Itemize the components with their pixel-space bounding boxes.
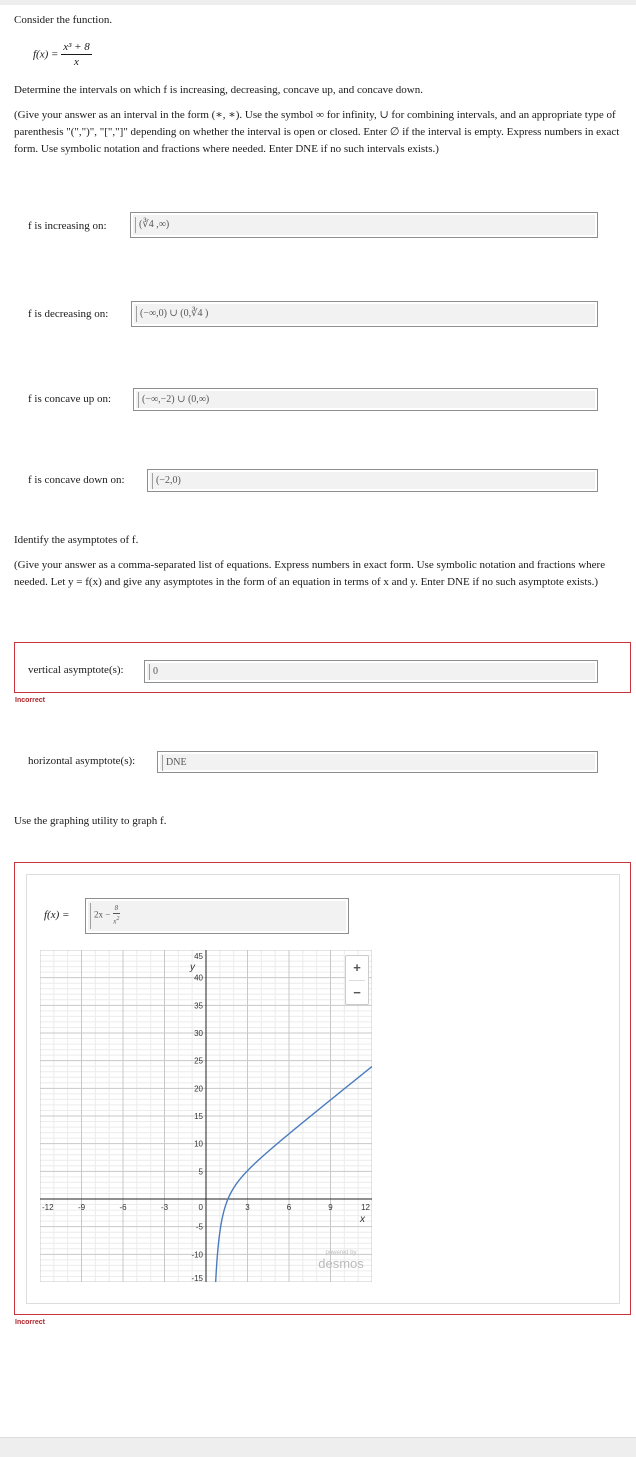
horizontal-asymptote-input[interactable] [157, 751, 598, 773]
asymptotes-instructions: (Give your answer as a comma-separated list of equations. Express numbers in exact form. Use symbolic notation and fractions where needed. Let y = f(x) and give any asymptotes in the form of an equation in terms of x and y. Enter DNE if no such asymptote exists.) [14, 559, 606, 588]
decreasing-value: (−∞,0) ∪ (0,∛4 ) [136, 306, 211, 322]
y-axis-name: y [190, 962, 195, 973]
x-tick-label: -3 [160, 1203, 169, 1212]
concave-up-input[interactable] [133, 388, 598, 411]
x-tick-label: 6 [286, 1203, 292, 1212]
decreasing-input[interactable] [131, 301, 598, 327]
graph-function-label: f(x) = [44, 909, 70, 921]
graph-expression-den-exponent: 2 [116, 916, 120, 922]
graph-canvas[interactable] [40, 950, 372, 1282]
graph-expression-main: 2x − [94, 909, 111, 920]
concave-up-label: f is concave up on: [28, 393, 112, 405]
graph-expression-denominator [113, 914, 121, 926]
bottom-bar [0, 1437, 636, 1457]
y-tick-label: 25 [194, 1056, 203, 1066]
zoom-controls [345, 955, 369, 1005]
zoom-out-button[interactable]: − [353, 985, 361, 1000]
x-tick-label: -6 [119, 1203, 127, 1212]
vertical-asymptote-value: 0 [149, 664, 161, 680]
graphing-task: Use the graphing utility to graph f. [14, 815, 167, 827]
function-numerator: x³ + 8 [63, 41, 90, 53]
intro-text: Consider the function. [14, 14, 113, 26]
graph-expression [90, 903, 120, 929]
vertical-asymptote-feedback: Incorrect [15, 697, 45, 704]
y-tick-label: 35 [194, 1001, 203, 1011]
graph-expression-input[interactable] [85, 898, 349, 934]
concave-up-value: (−∞,−2) ∪ (0,∞) [138, 392, 212, 408]
y-tick-label: 10 [194, 1139, 203, 1149]
x-tick-label: 3 [245, 1203, 250, 1212]
function-denominator: x [74, 56, 79, 68]
y-tick-label: -15 [191, 1274, 203, 1282]
function-lhs: f(x) = [33, 48, 59, 61]
concave-down-value: (−2,0) [152, 473, 184, 489]
asymptotes-task: Identify the asymptotes of f. [14, 534, 139, 546]
x-tick-label: 0 [198, 1203, 203, 1212]
horizontal-asymptote-value: DNE [162, 755, 190, 771]
graph-expression-den-base: x [113, 917, 117, 926]
increasing-input[interactable] [130, 212, 598, 238]
instructions-text: (Give your answer as an interval in the form (∗, ∗). Use the symbol ∞ for infinity, ∪ for combining intervals, and an appropriate type of parenthesis "(",")", "[","]" depending on whether the interval is open or closed. Enter ∅ if the interval is empty. Express numbers in exact form. Use symbolic notation and fractions where needed. Enter DNE if no such intervals exists.) [14, 109, 620, 155]
vertical-asymptote-label: vertical asymptote(s): [28, 664, 124, 676]
x-tick-label: 9 [328, 1203, 333, 1212]
y-tick-label: 20 [194, 1084, 203, 1094]
horizontal-asymptote-label: horizontal asymptote(s): [28, 755, 136, 767]
y-tick-label: -5 [195, 1222, 203, 1232]
desmos-logo: desmos [318, 1256, 364, 1271]
decreasing-label: f is decreasing on: [28, 308, 109, 320]
y-tick-label: 5 [198, 1167, 203, 1177]
y-tick-label: 15 [194, 1112, 203, 1121]
y-tick-label: 30 [194, 1029, 203, 1038]
vertical-asymptote-input[interactable] [144, 660, 598, 683]
x-tick-label: -12 [42, 1203, 54, 1212]
concave-down-label: f is concave down on: [28, 474, 125, 486]
graph-feedback: Incorrect [15, 1319, 45, 1326]
top-bar [0, 0, 636, 5]
increasing-value: (∛4 ,∞) [135, 217, 172, 233]
x-tick-label: -9 [77, 1203, 86, 1212]
task-text: Determine the intervals on which f is increasing, decreasing, concave up, and concave down. [14, 84, 423, 96]
increasing-label: f is increasing on: [28, 220, 107, 232]
graph-expression-numerator: 8 [114, 904, 119, 912]
y-tick-label: 40 [194, 973, 203, 983]
function-definition [33, 40, 92, 69]
desmos-branding [312, 1250, 370, 1271]
powered-by-text: powered by [325, 1250, 357, 1256]
graph-expression-fraction [113, 903, 121, 926]
concave-down-input[interactable] [147, 469, 598, 492]
y-tick-label: -10 [191, 1250, 203, 1260]
function-fraction [61, 40, 92, 69]
x-axis-name: x [360, 1214, 365, 1225]
x-tick-label: 12 [361, 1203, 370, 1212]
zoom-in-button[interactable]: + [353, 960, 361, 975]
y-tick-label: 45 [194, 952, 203, 961]
